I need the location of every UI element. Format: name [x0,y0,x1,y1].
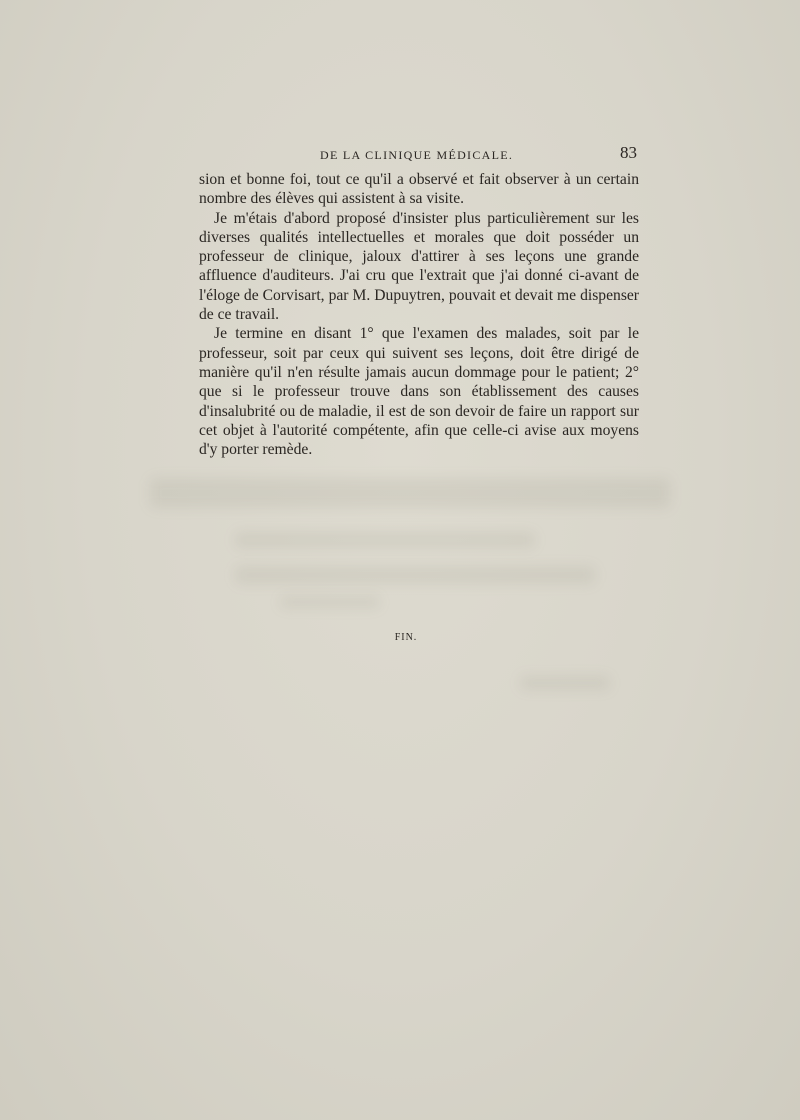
show-through [280,596,380,608]
running-head [199,143,639,166]
show-through [150,478,670,508]
show-through [520,676,610,690]
paragraph: Je termine en disant 1° que l'examen des malades, soit par le professeur, soit par ceux qui suivent ses leçons, doit être dirigé de manière qu'il n'en résulte jamais aucun dommage pour le patient; 2° que si le professeur trouve dans son établissement des causes d'insalubrité ou de maladie, il est de son devoir de faire un rapport sur cet objet à l'autorité compétente, afin que celle-ci avise aux moyens d'y porter remède. [199,325,639,459]
running-title: DE LA CLINIQUE MÉDICALE. [320,148,514,162]
show-through [235,532,535,548]
end-mark: FIN. [394,632,418,643]
body-text [199,170,639,459]
paragraph: sion et bonne foi, tout ce qu'il a observé et fait observer à un certain nombre des élèves qui assistent à sa visite. [199,171,639,208]
paragraph: Je m'étais d'abord proposé d'insister plus particulièrement sur les diverses qualités intellectuelles et morales que doit posséder un professeur de clinique, jaloux d'attirer à ses leçons une grande affluence d'auditeurs. J'ai cru que l'extrait que j'ai donné ci-avant de l'éloge de Corvisart, par M. Dupuytren, pouvait et devait me dispenser de ce travail. [199,209,639,324]
show-through [235,566,595,584]
page-number: 83 [620,143,637,162]
